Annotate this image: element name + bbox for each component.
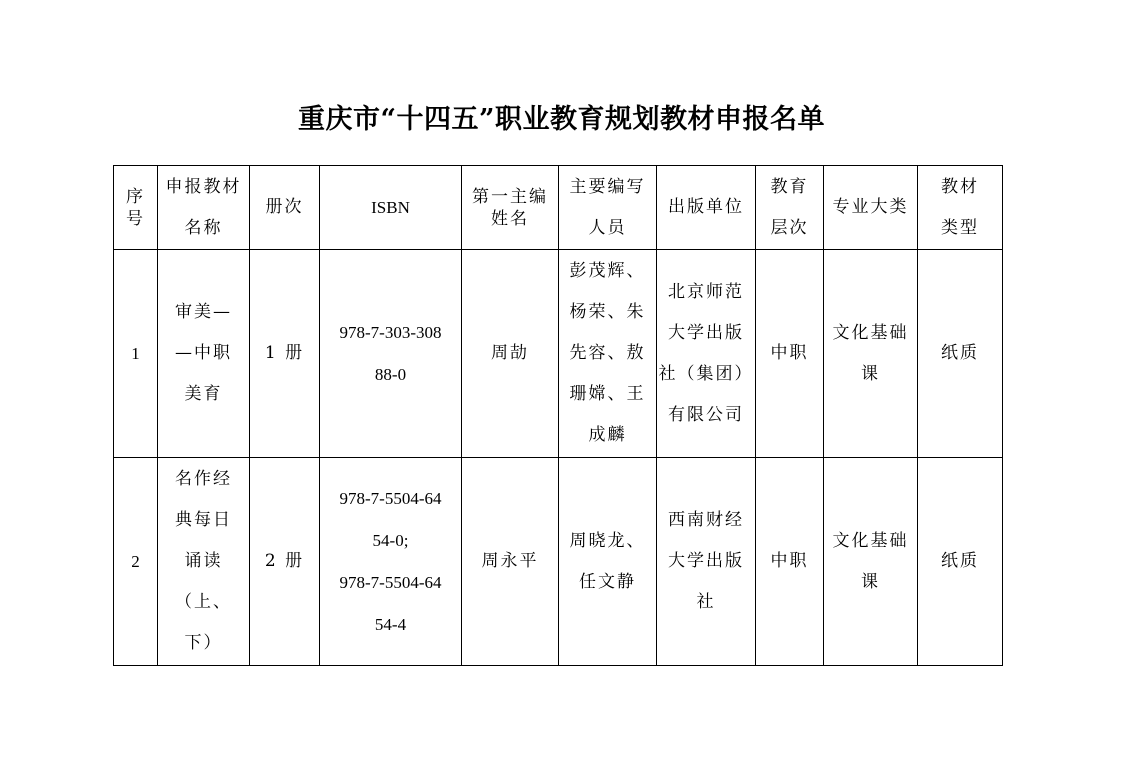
table-row <box>114 250 1003 458</box>
header-index: 序 号 <box>114 166 158 250</box>
cell-publisher: 西南财经 大学出版 社 <box>657 458 756 666</box>
header-authors: 主要编写 人员 <box>559 166 657 250</box>
header-isbn: ISBN <box>320 166 462 250</box>
cell-volume: 1 册 <box>250 250 320 458</box>
cell-textbook-name: 审美— —中职 美育 <box>158 250 250 458</box>
cell-textbook-type: 纸质 <box>918 458 1003 666</box>
cell-category: 文化基础 课 <box>824 250 918 458</box>
textbook-application-table <box>113 165 1003 666</box>
cell-authors: 周晓龙、 任文静 <box>559 458 657 666</box>
cell-education-level: 中职 <box>756 458 824 666</box>
cell-category: 文化基础 课 <box>824 458 918 666</box>
header-chief-editor: 第一主编 姓名 <box>462 166 559 250</box>
header-category: 专业大类 <box>824 166 918 250</box>
header-textbook-name: 申报教材 名称 <box>158 166 250 250</box>
cell-isbn: 978-7-5504-64 54-0; 978-7-5504-64 54-4 <box>320 458 462 666</box>
cell-chief-editor: 周永平 <box>462 458 559 666</box>
header-publisher: 出版单位 <box>657 166 756 250</box>
cell-index: 1 <box>114 250 158 458</box>
table-row <box>114 458 1003 666</box>
cell-textbook-name: 名作经 典每日 诵读 （上、 下） <box>158 458 250 666</box>
header-education-level: 教育 层次 <box>756 166 824 250</box>
cell-chief-editor: 周劼 <box>462 250 559 458</box>
cell-textbook-type: 纸质 <box>918 250 1003 458</box>
cell-education-level: 中职 <box>756 250 824 458</box>
cell-authors: 彭茂辉、 杨荣、朱 先容、敖 珊嫦、王 成麟 <box>559 250 657 458</box>
header-volume: 册次 <box>250 166 320 250</box>
page-title: 重庆市“十四五”职业教育规划教材申报名单 <box>297 104 826 135</box>
cell-isbn: 978-7-303-308 88-0 <box>320 250 462 458</box>
table-header-row <box>114 166 1003 250</box>
header-textbook-type: 教材 类型 <box>918 166 1003 250</box>
cell-publisher: 北京师范 大学出版 社（集团） 有限公司 <box>657 250 756 458</box>
cell-index: 2 <box>114 458 158 666</box>
cell-volume: 2 册 <box>250 458 320 666</box>
